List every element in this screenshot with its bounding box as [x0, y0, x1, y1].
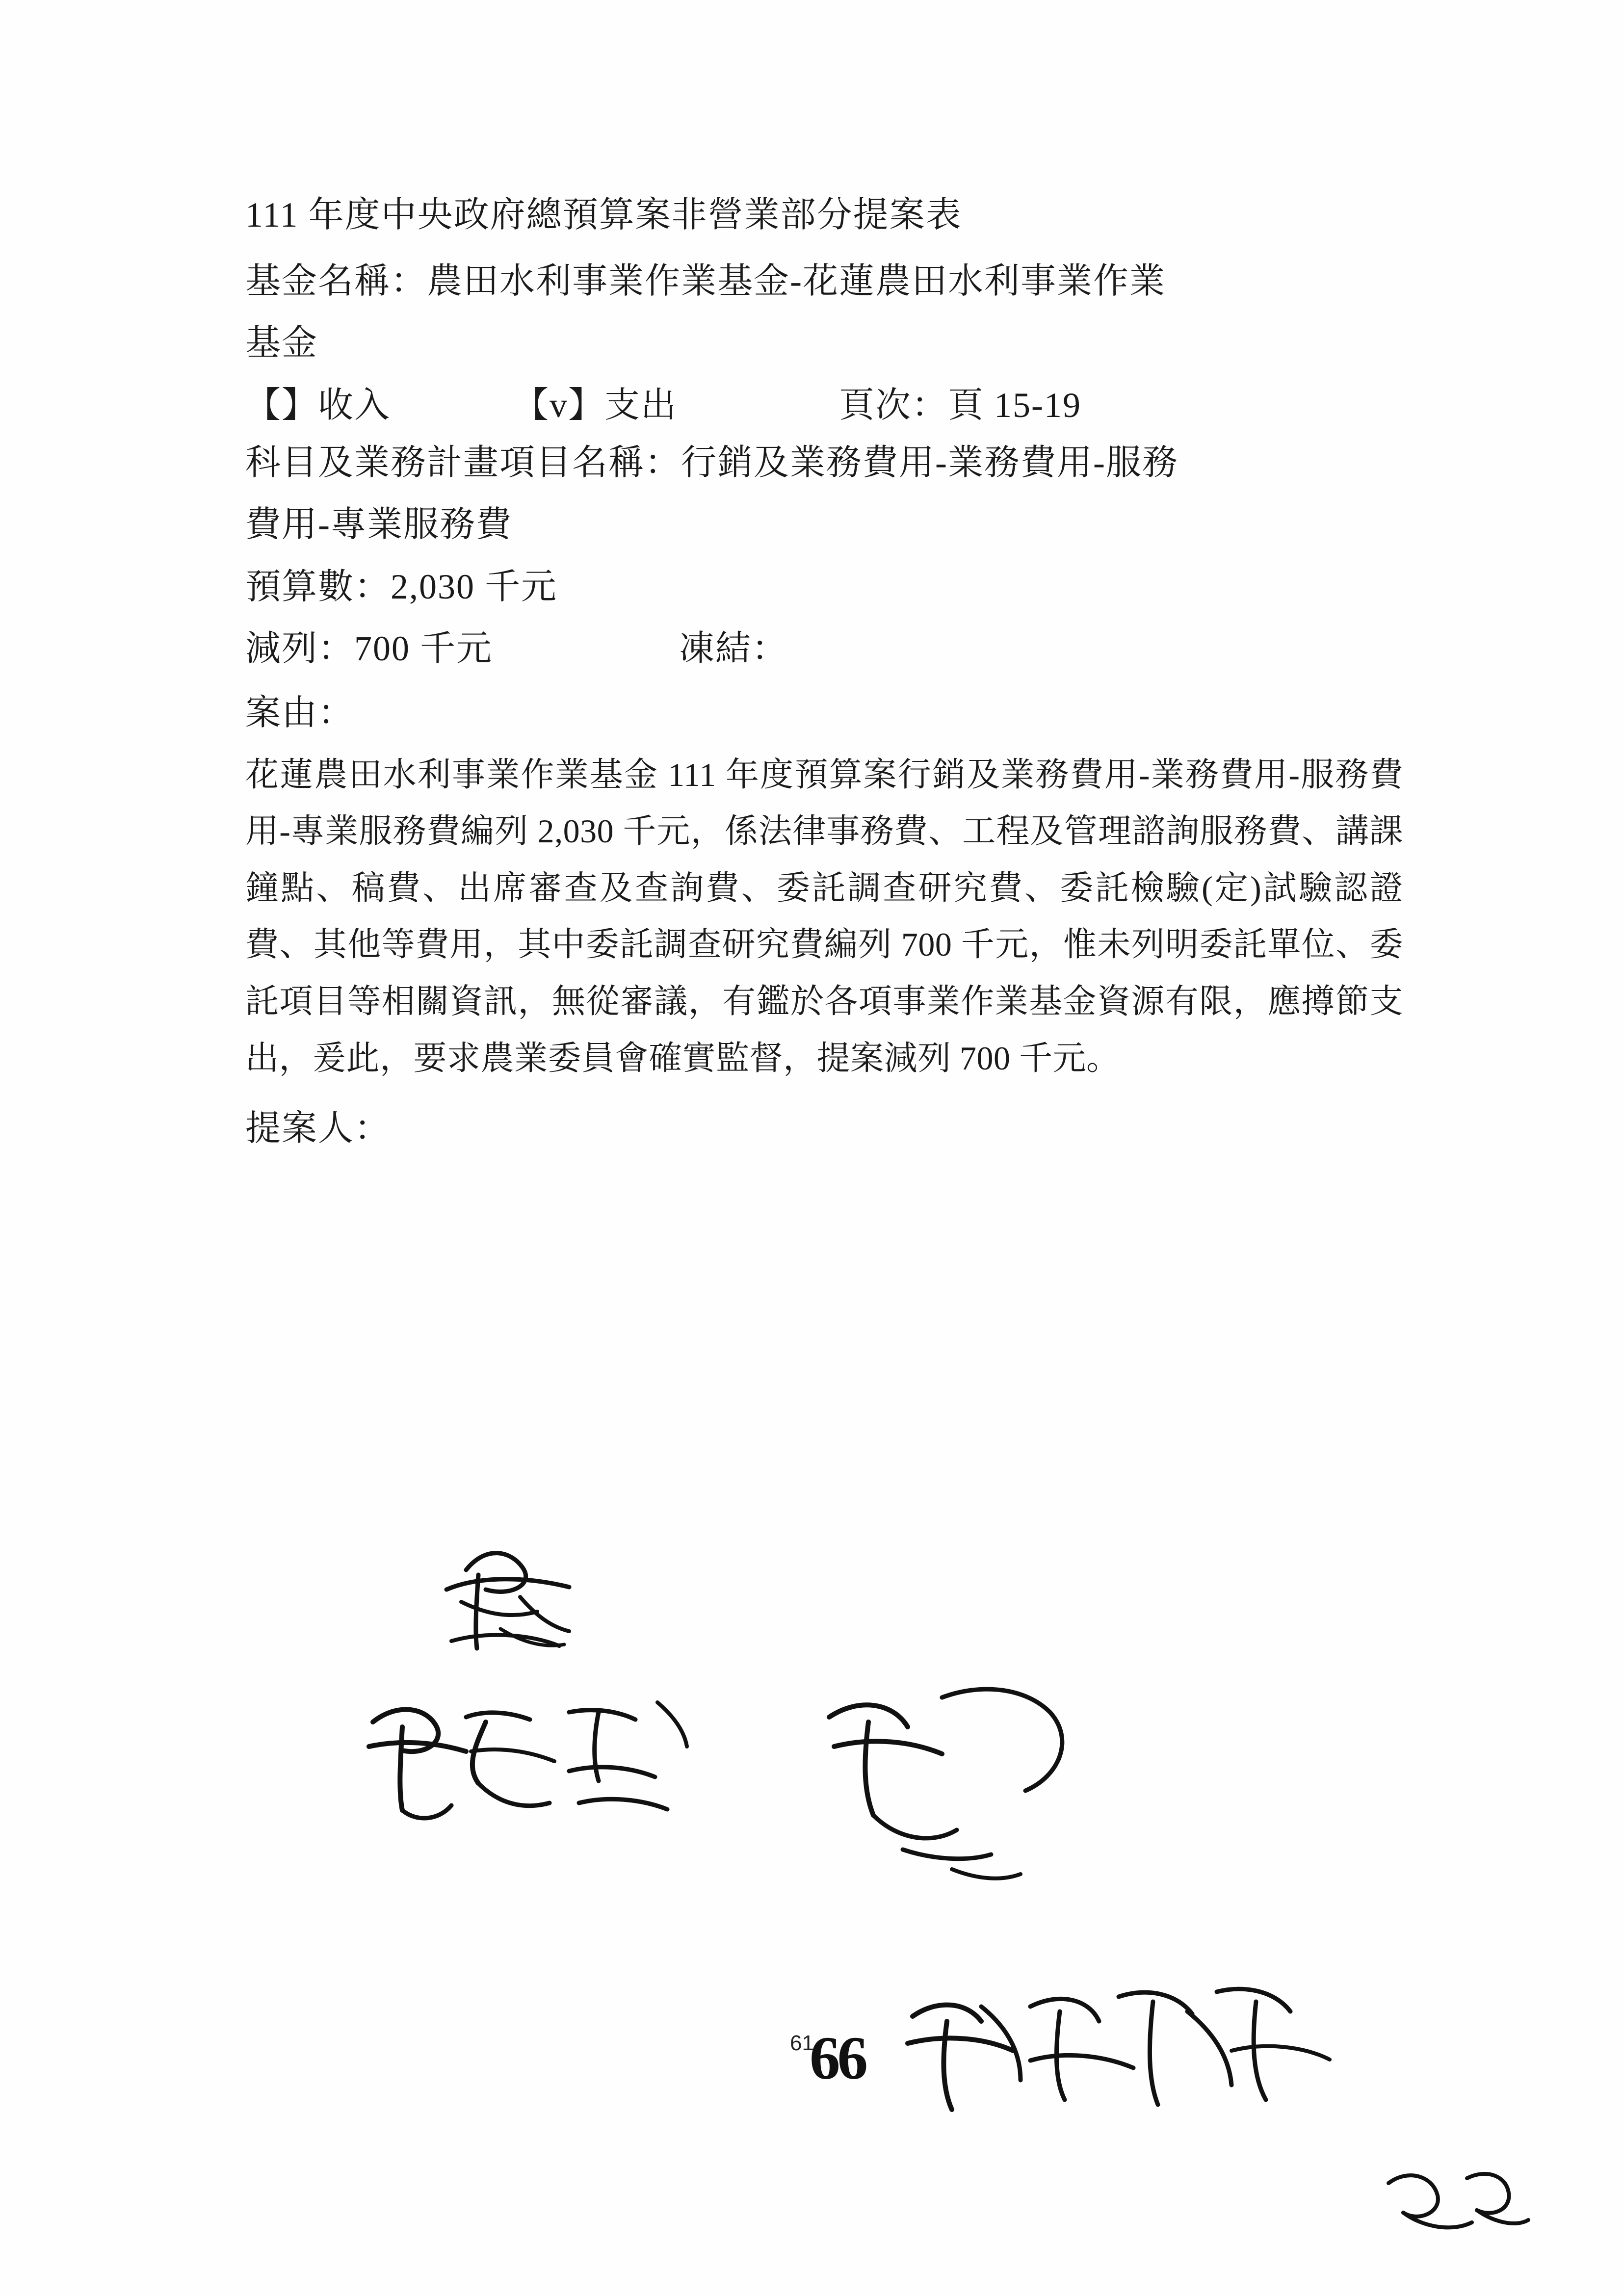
fund-name-line-1: 基金名稱：農田水利事業作業基金-花蓮農田水利事業作業 — [245, 261, 1166, 301]
fund-name-line-2: 基金 — [245, 323, 318, 363]
page-reference: 頁次：頁 15-19 — [839, 385, 1082, 425]
handwritten-mark-bottom-right — [1369, 2154, 1536, 2262]
document-body — [245, 186, 1423, 1150]
page-number-small: 61 — [790, 2031, 814, 2055]
budget-amount: 預算數：2,030 千元 — [245, 567, 558, 606]
reason-label: 案由： — [245, 693, 355, 732]
subject-line-1: 科目及業務計畫項目名稱：行銷及業務費用-業務費用-服務 — [245, 443, 1179, 482]
freeze-amount: 凍結： — [679, 629, 788, 669]
reduction-amount: 減列：700 千元 — [245, 629, 493, 669]
expense-checkbox[interactable]: 【v】支出 — [513, 385, 678, 425]
reason-body-text: 花蓮農田水利事業作業基金 111 年度預算案行銷及業務費用-業務費用-服務費用-專業服務費編列 2,030 千元，係法律事務費、工程及管理諮詢服務費、講課鐘點、稿費、出席審查及查詢費、委託調查研究費、委託檢驗(定)試驗認證費、其他等費用，其中委託調查研究費編列 700 千元，惟未列明委託單位、委託項目等相關資訊，無從審議，有鑑於各項事業作業基金資源有限，應撙節支出，爰此，要求農業委員會確實監督，提案減列 700 千元。 — [245, 756, 1403, 1077]
income-checkbox[interactable]: 【】收入 — [245, 385, 391, 425]
proposer-label: 提案人： — [245, 1109, 391, 1148]
type-selection-row — [245, 377, 1423, 434]
document-title: 111 年度中央政府總預算案非營業部分提案表 — [245, 195, 962, 235]
page-number-large: 66 — [810, 2025, 865, 2092]
signature-area — [255, 1516, 1482, 2203]
subject-line-2: 費用-專業服務費 — [245, 505, 512, 545]
reduction-freeze-row — [245, 620, 1423, 678]
signature-strokes — [255, 1516, 1482, 2203]
